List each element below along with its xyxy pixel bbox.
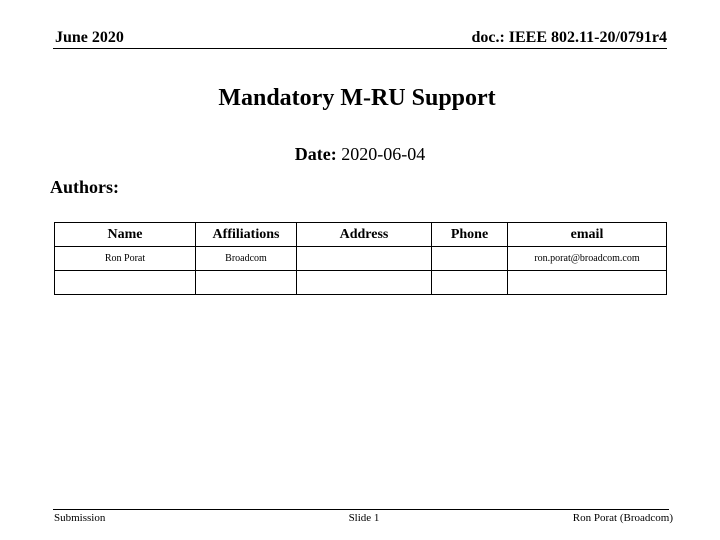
date-label: Date: bbox=[294, 144, 337, 164]
cell-phone bbox=[432, 247, 508, 271]
cell-affiliation bbox=[196, 271, 297, 295]
column-header-email: email bbox=[508, 223, 667, 247]
column-header-address: Address bbox=[297, 223, 432, 247]
cell-name bbox=[55, 271, 196, 295]
footer-author: Ron Porat (Broadcom) bbox=[572, 512, 673, 524]
cell-address bbox=[297, 247, 432, 271]
footer-submission: Submission bbox=[54, 512, 106, 524]
slide-title: Mandatory M-RU Support bbox=[218, 85, 496, 111]
header-date: June 2020 bbox=[55, 29, 124, 46]
cell-address bbox=[297, 271, 432, 295]
column-header-name: Name bbox=[55, 223, 196, 247]
authors-table bbox=[54, 222, 667, 295]
column-header-affiliations: Affiliations bbox=[196, 223, 297, 247]
date-value: 2020-06-04 bbox=[341, 144, 426, 164]
cell-email bbox=[508, 271, 667, 295]
date-line bbox=[0, 143, 720, 165]
header-doc-id: doc.: IEEE 802.11-20/0791r4 bbox=[471, 29, 667, 46]
header-divider bbox=[53, 48, 667, 49]
authors-heading: Authors: bbox=[50, 177, 120, 197]
table-row bbox=[55, 271, 667, 295]
cell-phone bbox=[432, 271, 508, 295]
cell-affiliation: Broadcom bbox=[196, 247, 297, 271]
column-header-phone: Phone bbox=[432, 223, 508, 247]
footer-slide-number: Slide 1 bbox=[348, 512, 380, 524]
table-header-row bbox=[55, 223, 667, 247]
cell-name: Ron Porat bbox=[55, 247, 196, 271]
table-row bbox=[55, 247, 667, 271]
footer-divider bbox=[53, 509, 669, 510]
cell-email: ron.porat@broadcom.com bbox=[508, 247, 667, 271]
